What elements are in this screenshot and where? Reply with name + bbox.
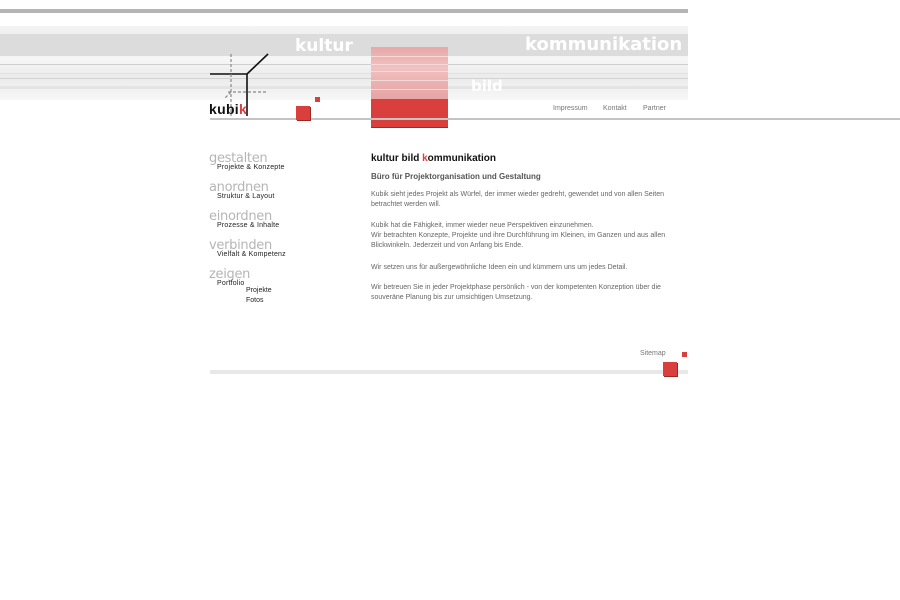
- nav-link-impressum[interactable]: Impressum: [553, 105, 588, 112]
- band-label-bild: bild: [471, 77, 503, 95]
- menu-sub-anordnen[interactable]: Struktur & Layout: [217, 193, 275, 200]
- menu-sub-verbinden[interactable]: Vielfalt & Kompetenz: [217, 251, 286, 258]
- title-part-1: kultur bild: [371, 153, 423, 164]
- sitemap-link[interactable]: Sitemap: [640, 350, 666, 357]
- logo[interactable]: [209, 101, 247, 117]
- top-divider: [0, 9, 688, 13]
- title-part-2: ommunikation: [427, 153, 497, 164]
- logo-text-main: kubi: [209, 101, 239, 117]
- logo-text-accent: k: [238, 101, 248, 117]
- menu-item-einordnen[interactable]: einordnen: [209, 209, 272, 224]
- menu-sub-fotos[interactable]: Fotos: [246, 297, 264, 304]
- menu-item-zeigen[interactable]: zeigen: [209, 267, 251, 282]
- paragraph-2: Kubik hat die Fähigkeit, immer wieder neue Perspektiven einzunehmen.: [371, 222, 594, 229]
- red-cube-column: [371, 47, 448, 127]
- nav-link-partner[interactable]: Partner: [643, 105, 666, 112]
- menu-item-verbinden[interactable]: verbinden: [209, 238, 272, 253]
- menu-item-anordnen[interactable]: anordnen: [209, 180, 269, 195]
- nav-link-kontakt[interactable]: Kontakt: [603, 105, 627, 112]
- paragraph-3: Wir betrachten Konzepte, Projekte und ihre Durchführung im Kleinen, im Ganzen und aus allen Blickwinkeln. Jederzeit und von Anfang bis Ende.: [371, 232, 666, 249]
- band-label-kultur: kultur: [295, 36, 353, 56]
- small-red-square: [315, 97, 320, 102]
- title-accent: k: [422, 153, 428, 164]
- menu-item-gestalten[interactable]: gestalten: [209, 151, 268, 166]
- content-subtitle: Büro für Projektorganisation und Gestaltung: [371, 172, 541, 181]
- menu-sub-einordnen[interactable]: Prozesse & Inhalte: [217, 222, 280, 229]
- band-label-kommunikation: kommunikation: [525, 34, 683, 55]
- paragraph-5: Wir betreuen Sie in jeder Projektphase persönlich - von der kompetenten Konzeption über die souveräne Planung bis zur umsichtigen Umsetzung.: [371, 284, 661, 301]
- red-cube-square: [296, 106, 310, 120]
- menu-sub-projekte[interactable]: Projekte: [246, 287, 272, 294]
- footer-rule: [210, 370, 688, 374]
- paragraph-1: Kubik sieht jedes Projekt als Würfel, der immer wieder gedreht, gewendet und von allen Seiten betrachtet werden will.: [371, 191, 664, 208]
- content-title: [371, 153, 496, 164]
- header-rule: [210, 118, 900, 120]
- footer-small-red-square: [682, 352, 687, 357]
- menu-sub-gestalten[interactable]: Projekte & Konzepte: [217, 164, 285, 171]
- footer-red-cube-square: [663, 362, 677, 376]
- paragraph-4: Wir setzen uns für außergewöhnliche Ideen ein und kümmern uns um jedes Detail.: [371, 264, 628, 271]
- menu-sub-portfolio[interactable]: Portfolio: [217, 280, 245, 287]
